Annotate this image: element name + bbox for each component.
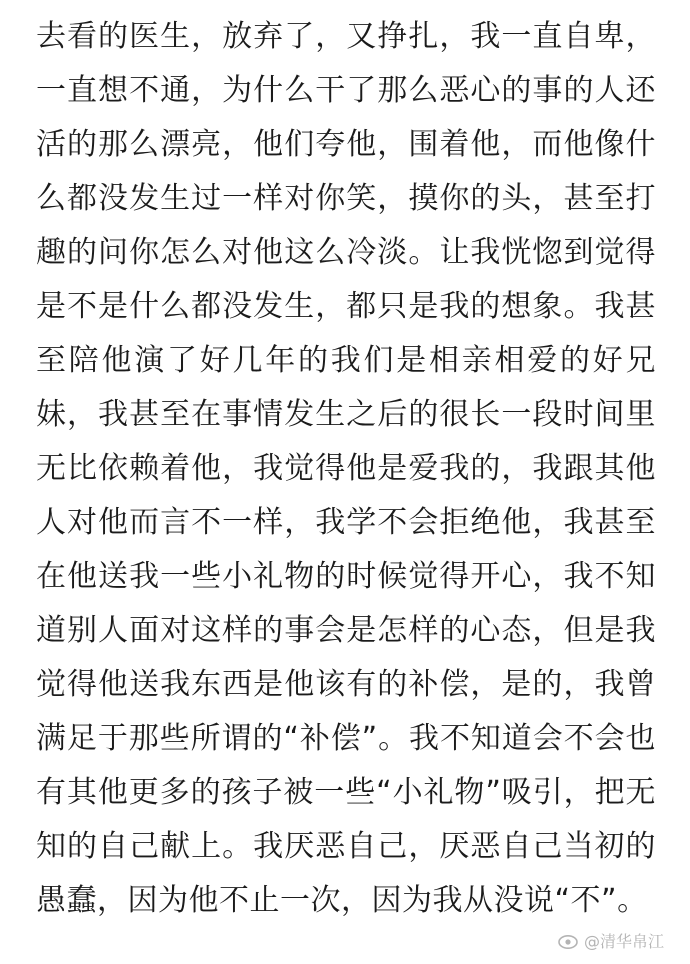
weibo-eye-icon: [558, 932, 578, 952]
watermark: [558, 932, 664, 952]
watermark-label: @清华帛江: [583, 932, 664, 951]
document-body-text: 去看的医生，放弃了，又挣扎，我一直自卑，一直想不通，为什么干了那么恶心的事的人还活的那么漂亮，他们夸他，围着他，而他像什么都没发生过一样对你笑，摸你的头，甚至打趣的问你怎么对他这么冷淡。让我恍惚到觉得是不是什么都没发生，都只是我的想象。我甚至陪他演了好几年的我们是相亲相爱的好兄妹，我甚至在事情发生之后的很长一段时间里无比依赖着他，我觉得他是爱我的，我跟其他人对他而言不一样，我学不会拒绝他，我甚至在他送我一些小礼物的时候觉得开心，我不知道别人面对这样的事会是怎样的心态，但是我觉得他送我东西是他该有的补偿，是的，我曾满足于那些所谓的“补偿”。我不知道会不会也有其他更多的孩子被一些“小礼物”吸引，把无知的自己献上。我厌恶自己，厌恶自己当初的愚蠢，因为他不止一次，因为我从没说“不”。: [36, 19, 656, 918]
